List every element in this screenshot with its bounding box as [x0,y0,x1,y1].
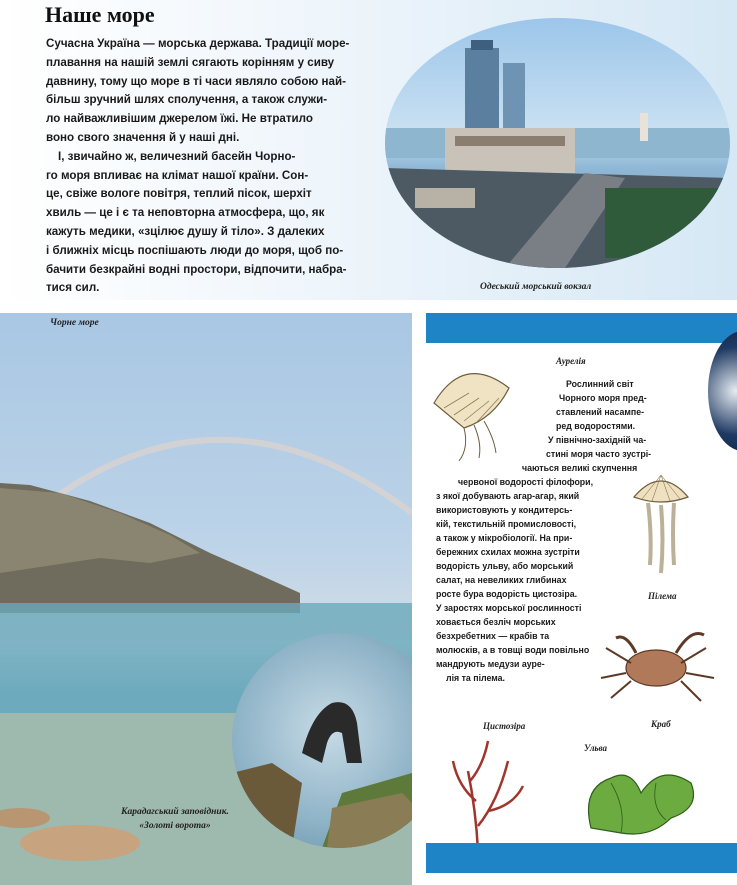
panel-text-line: червоної водорості філофори, [458,477,594,487]
intro-line: це, свіже вологе повітря, теплий пісок, шерхіт [46,187,312,201]
intro-line: го моря впливає на клімат нашої країни. Сон- [46,168,309,182]
panel-text-line: салат, на невеликих глибинах [436,575,567,585]
panel-text-line: кій, текстильній промисловості, [436,519,577,529]
aurelia-label: Аурелія [556,356,586,366]
panel-text-line: бережних схилах можна зустріти [436,547,580,557]
panel-text-line: а також у мікробіології. На при- [436,533,573,543]
panel-text-line: використовують у кондитерсь- [436,505,573,515]
panel-bottom-band [426,843,737,873]
cystoseira-seaweed-icon [448,731,528,856]
ulva-label: Ульва [584,743,608,753]
intro-line: Сучасна Україна — морська держава. Традиції море- [46,37,350,50]
marine-life-panel [426,313,737,885]
panel-text-line: мандрують медузи аурe- [436,659,545,669]
panel-bottom-edge [426,873,737,885]
panel-text-line: водорість ульву, або морський [436,561,574,571]
panel-text-line: лія та пілема. [446,673,505,683]
intro-line: І, звичайно ж, величезний басейн Чорно- [58,149,296,163]
intro-line: бачити безкрайні водні простори, відпочити, набра- [46,262,347,276]
intro-line: давнину, тому що море в ті часи являло собою най- [46,74,346,88]
ulva-seaweed-icon [571,748,706,843]
panel-text-line: стині моря часто зустрі- [546,449,652,459]
panel-text-line: ред водоростями. [556,421,636,431]
odesa-port-photo [385,18,730,268]
panel-text-line: Чорного моря пред- [559,393,647,403]
panel-text-line: з якої добувають агар-агар, який [436,491,580,501]
panel-text-line: чаються великі скупчення [522,463,638,473]
odesa-port-illustration [385,18,730,268]
intro-line: плавання на нашій землі сягають корінням у сиву [46,55,335,69]
intro-line: ло найважливішим джерелом їжі. Не втратило [46,112,313,126]
panel-text-line: У північно-західній ча- [548,435,647,445]
intro-line: більш зручний шлях сполучення, а також служи- [46,93,328,107]
pilema-jellyfish-icon [630,465,692,577]
top-section [0,0,737,300]
crab-icon [596,623,726,713]
golden-gate-caption-line2: «Золоті ворота» [139,821,211,831]
side-photo [708,331,737,451]
black-sea-label: Чорне море [50,318,99,328]
panel-text-line: ставлений насампе- [556,407,645,417]
golden-gate-caption [100,805,250,833]
panel-text-line: молюсків, а в товщі води повільно [436,645,590,655]
page-title: Наше море [45,2,155,27]
intro-line: хвиль — це і є та неповторна атмосфера, що, як [46,206,325,220]
panel-text-line: Рослинний світ [566,379,634,389]
intro-line: і ближніх місць поспішають люди до моря, щоб по- [46,243,344,257]
panel-text-line: росте бура водорість цистозіра. [436,589,578,599]
photo-caption: Одеський морський вокзал [480,282,592,292]
intro-text [46,35,436,298]
black-sea-photo [0,313,412,885]
cystoseira-label: Цистозіра [483,721,526,731]
panel-text-line: У заростях морської рослинності [436,603,582,613]
pilema-label: Пілема [648,591,677,601]
golden-gate-caption-line1: Карадагський заповідник. [121,807,229,817]
intro-line: тися сил. [46,281,100,295]
intro-line: воно свого значення й у наші дні. [46,130,240,144]
panel-top-band [426,313,737,343]
aurelia-jellyfish-icon [426,353,519,463]
panel-text-line: безхребетних — крабів та [436,631,550,641]
crab-label: Краб [651,719,671,729]
intro-line: кажуть медики, «зцілює душу й тіло». З далеких [46,224,325,238]
panel-text-line: ховається безліч морських [436,617,556,627]
